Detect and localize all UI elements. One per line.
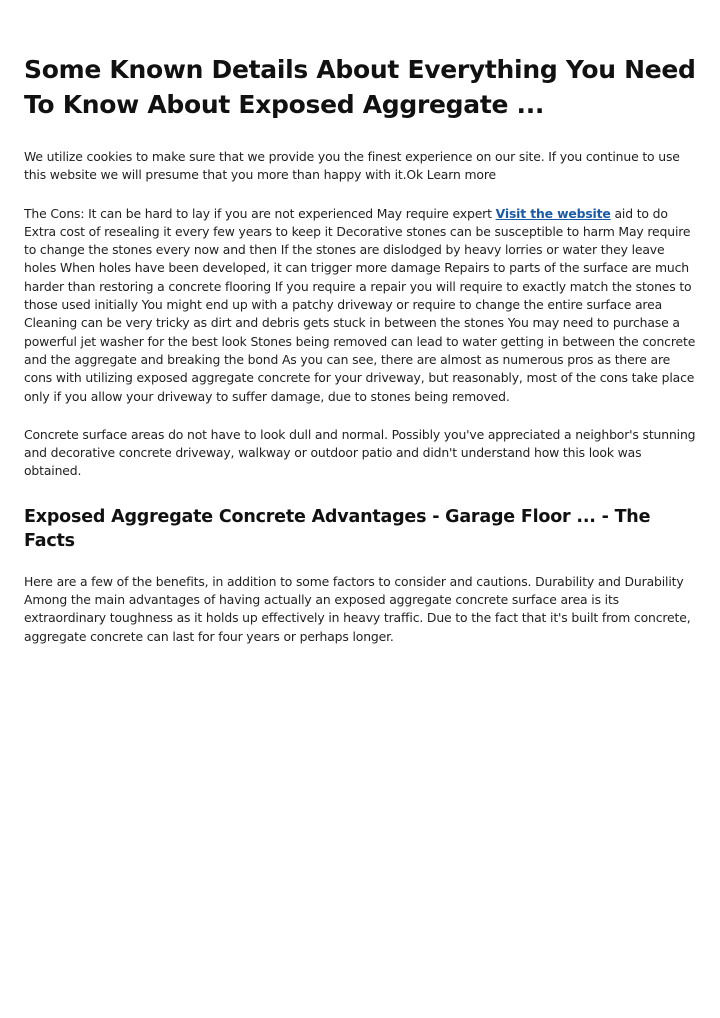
surface-paragraph: Concrete surface areas do not have to look dull and normal. Possibly you've appreciated a neighbor's stunning and decorative concrete driveway, walkway or outdoor patio and didn't understand how this look was obtained.	[24, 426, 696, 479]
page-title: Some Known Details About Everything You Need To Know About Exposed Aggregate ...	[24, 55, 696, 119]
cons-text-before-link: The Cons: It can be hard to lay if you are not experienced May require expert	[24, 205, 496, 221]
cons-text-after-link: aid to do Extra cost of resealing it every few years to keep it Decorative stones can be susceptible to harm May require to change the stones every now and then If the stones are dislodged by heavy lorries or water they leave holes When holes have been developed, it can trigger more damage Repairs to parts of the surface are much harder than restoring a concrete flooring If you require a repair you will require to exactly match the stones to those used initially You might end up with a patchy driveway or require to change the entire surface area Cleaning can be very tricky as dirt and debris gets stuck in between the stones You may need to purchase a powerful jet washer for the best look Stones being removed can lead to water getting in between the concrete and the aggregate and breaking the bond As you can see, there are almost as numerous pros as there are cons with utilizing exposed aggregate concrete for your driveway, but reasonably, most of the cons take place only if you allow your driveway to suffer damage, due to stones being removed.	[24, 205, 696, 404]
article-page	[24, 0, 696, 646]
section-heading: Exposed Aggregate Concrete Advantages - Garage Floor ... - The Facts	[24, 506, 651, 551]
cons-paragraph	[24, 205, 696, 406]
benefits-paragraph: Here are a few of the benefits, in addition to some factors to consider and cautions. Durability and Durability Among the main advantages of having actually an exposed aggregate concrete surface area is its extraordinary toughness as it holds up effectively in heavy traffic. Due to the fact that it's built from concrete, aggregate concrete can last for four years or perhaps longer.	[24, 573, 691, 644]
visit-website-link[interactable]: Visit the website	[495, 205, 611, 221]
cookie-notice: We utilize cookies to make sure that we provide you the finest experience on our site. If you continue to use this website we will presume that you more than happy with it.Ok Learn more	[24, 149, 680, 183]
